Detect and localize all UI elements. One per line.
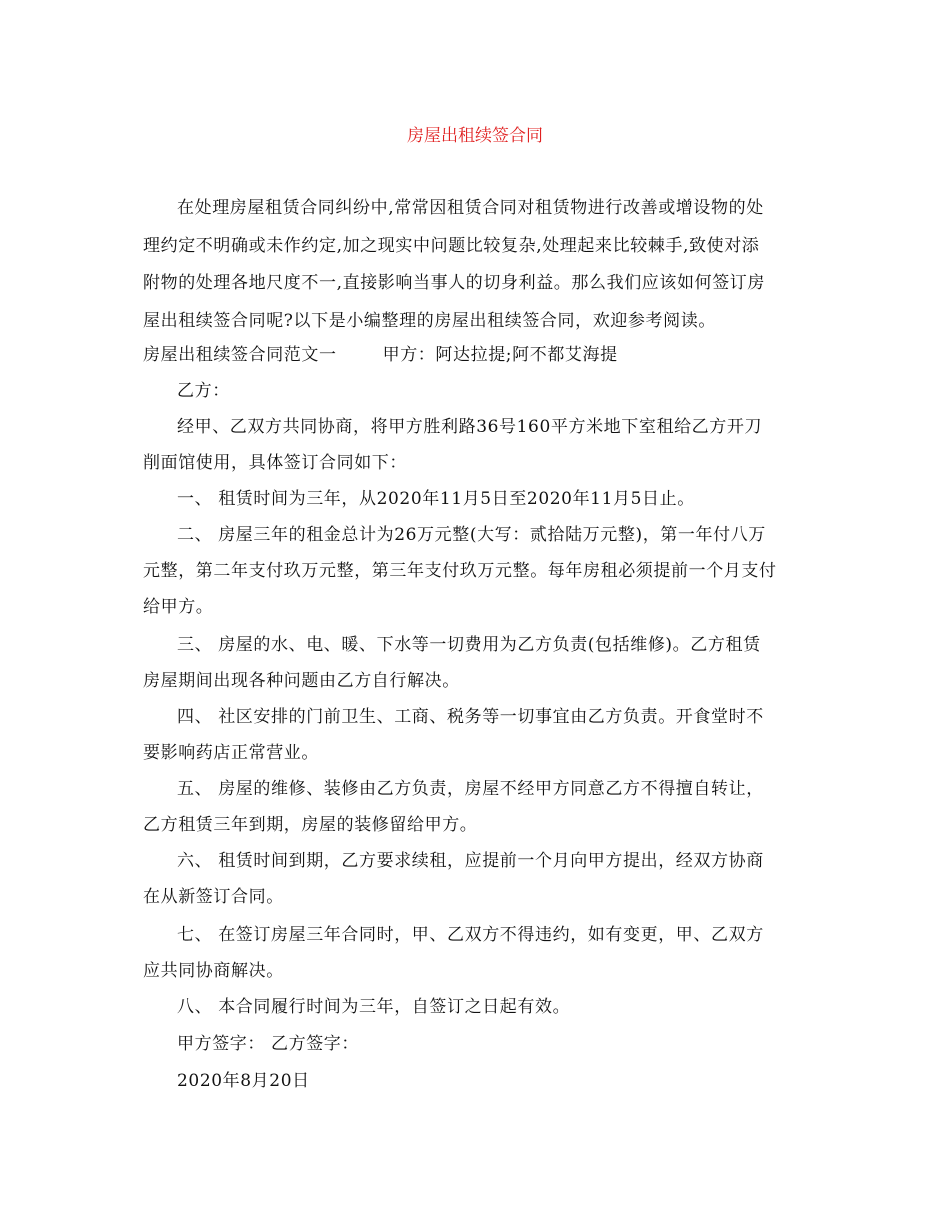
clause-6: 六、 租赁时间到期，乙方要求续租，应提前一个月向甲方提出，经双方协商 [177, 851, 764, 871]
sample-heading-line [143, 342, 618, 368]
sample-heading: 房屋出租续签合同范文一 [143, 345, 337, 365]
signature-line: 甲方签字： 乙方签字： [177, 1034, 360, 1054]
clause-2: 二、 房屋三年的租金总计为26万元整(大写：贰拾陆万元整)，第一年付八万 [177, 525, 766, 545]
body-line: 要影响药店正常营业。 [143, 743, 319, 763]
clause-7: 七、 在签订房屋三年合同时，甲、乙双方不得违约，如有变更，甲、乙双方 [177, 925, 764, 945]
clause-3: 三、 房屋的水、电、暖、下水等一切费用为乙方负责(包括维修)。乙方租赁 [177, 635, 761, 655]
intro-line: 理约定不明确或未作约定,加之现实中问题比较复杂,处理起来比较棘手,致使对添 [143, 236, 760, 256]
clause-5: 五、 房屋的维修、装修由乙方负责，房屋不经甲方同意乙方不得擅自转让， [177, 779, 764, 799]
clause-1: 一、 租赁时间为三年，从2020年11月5日至2020年11月5日止。 [177, 489, 695, 509]
body-line: 应共同协商解决。 [143, 961, 284, 981]
body-line: 在从新签订合同。 [143, 887, 284, 907]
party-b: 乙方： [177, 381, 230, 401]
party-a: 甲方：阿达拉提;阿不都艾海提 [382, 345, 618, 365]
intro-line: 附物的处理各地尺度不一,直接影响当事人的切身利益。那么我们应该如何签订房 [143, 273, 766, 293]
body-line: 削面馆使用，具体签订合同如下： [143, 453, 407, 473]
clause-4: 四、 社区安排的门前卫生、工商、税务等一切事宜由乙方负责。开食堂时不 [177, 707, 764, 727]
signing-date: 2020年8月20日 [177, 1071, 310, 1091]
clause-8: 八、 本合同履行时间为三年，自签订之日起有效。 [177, 997, 571, 1017]
body-line: 乙方租赁三年到期，房屋的装修留给甲方。 [143, 815, 478, 835]
intro-line: 屋出租续签合同呢?以下是小编整理的房屋出租续签合同，欢迎参考阅读。 [143, 311, 716, 331]
document-title: 房屋出租续签合同 [407, 126, 543, 146]
body-line: 经甲、乙双方共同协商，将甲方胜利路36号160平方米地下室租给乙方开刀 [177, 417, 763, 437]
body-line: 房屋期间出现各种问题由乙方自行解决。 [143, 671, 460, 691]
body-line: 元整，第二年支付玖万元整，第三年支付玖万元整。每年房租必须提前一个月支付 [143, 561, 777, 581]
body-line: 给甲方。 [143, 597, 214, 617]
intro-line: 在处理房屋租赁合同纠纷中,常常因租赁合同对租赁物进行改善或增设物的处 [177, 198, 764, 218]
